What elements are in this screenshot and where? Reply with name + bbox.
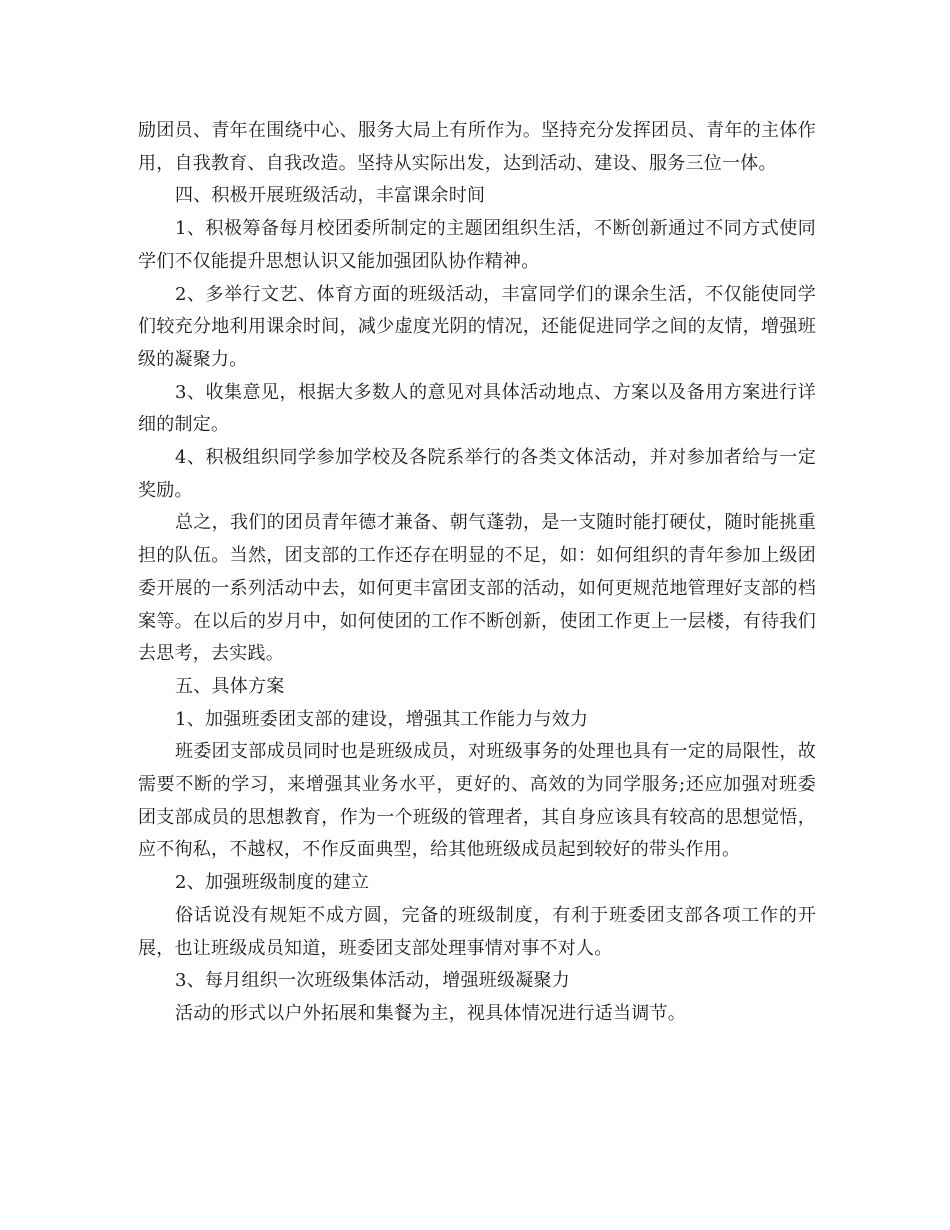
subheading-2: 2、加强班级制度的建立 (175, 872, 370, 894)
paragraph-subsection-1: 班委团支部成员同时也是班级成员，对班级事务的处理也具有一定的局限性，故需要不断的学习，来增强其业务水平，更好的、高效的为同学服务;还应加强对班委团支部成员的思想教育，作为一个班级的管理者，其自身应该具有较高的思想觉悟，应不徇私，不越权，不作反面典型，给其他班级成员起到较好的带头作用。 (138, 741, 816, 861)
paragraph-item-3: 3、收集意见，根据大多数人的意见对具体活动地点、方案以及备用方案进行详细的制定。 (138, 381, 816, 436)
paragraph-item-1: 1、积极筹备每月校团委所制定的主题团组织生活，不断创新通过不同方式使同学们不仅能提升思想认识又能加强团队协作精神。 (138, 218, 816, 272)
document-body (138, 115, 816, 1031)
subheading-1: 1、加强班委团支部的建设，增强其工作能力与效力 (175, 708, 589, 730)
paragraph-subsection-2: 俗话说没有规矩不成方圆，完备的班级制度，有利于班委团支部各项工作的开展，也让班级成员知道，班委团支部处理事情对事不对人。 (138, 904, 816, 959)
paragraph-subsection-3: 活动的形式以户外拓展和集餐为主，视具体情况进行适当调节。 (175, 1002, 686, 1024)
paragraph-item-2: 2、多举行文艺、体育方面的班级活动，丰富同学们的课余生活，不仅能使同学们较充分地利用课余时间，减少虚度光阴的情况，还能促进同学之间的友情，增强班级的凝聚力。 (138, 283, 816, 370)
section-heading-4: 四、积极开展班级活动，丰富课余时间 (175, 185, 486, 207)
paragraph-summary: 总之，我们的团员青年德才兼备、朝气蓬勃，是一支随时能打硬仗，随时能挑重担的队伍。当然，团支部的工作还存在明显的不足，如：如何组织的青年参加上级团委开展的一系列活动中去，如何更丰富团支部的活动，如何更规范地管理好支部的档案等。在以后的岁月中，如何使团的工作不断创新，使团工作更上一层楼，有待我们去思考，去实践。 (138, 512, 816, 665)
subheading-3: 3、每月组织一次班级集体活动，增强班级凝聚力 (175, 970, 570, 992)
paragraph-item-4: 4、积极组织同学参加学校及各院系举行的各类文体活动，并对参加者给与一定奖励。 (138, 447, 816, 501)
paragraph-1: 励团员、青年在围绕中心、服务大局上有所作为。坚持充分发挥团员、青年的主体作用，自我教育、自我改造。坚持从实际出发，达到活动、建设、服务三位一体。 (138, 120, 816, 174)
section-heading-5: 五、具体方案 (175, 675, 285, 697)
